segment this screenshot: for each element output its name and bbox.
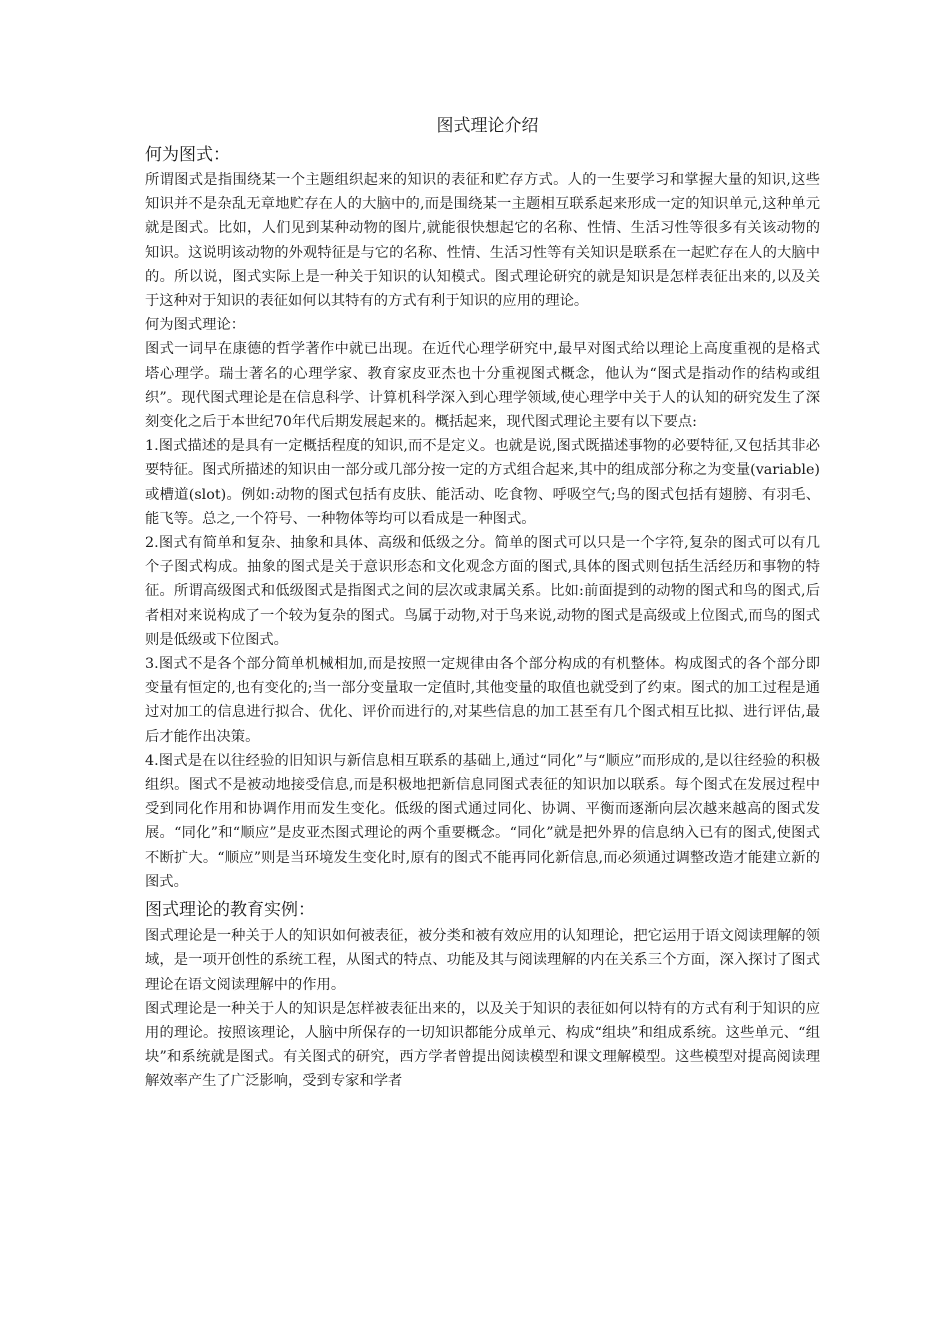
point-3: 3.图式不是各个部分简单机械相加,而是按照一定规律由各个部分构成的有机整体。构成图式的各个部分即变量有恒定的,也有变化的;当一部分变量取一定值时,其他变量的取值也就受到了约束。图式的加工过程是通过对加工的信息进行拟合、优化、评价而进行的,对某些信息的加工甚至有几个图式相互比拟、进行评估,最后才能作出决策。 — [145, 656, 820, 745]
document-title: 图式理论介绍 — [436, 116, 539, 136]
section-heading-education-examples: 图式理论的教育实例： — [145, 900, 315, 921]
point-4: 4.图式是在以往经验的旧知识与新信息相互联系的基础上,通过“同化”与“顺应”而形成的,是以往经验的积极组织。图式不是被动地接受信息,而是积极地把新信息同图式表征的知识加以联系。每个图式在发展过程中受到同化作用和协调作用而发生变化。低级的图式通过同化、协调、平衡而逐渐向层次越来越高的图式发展。“同化”和“顺应”是皮亚杰图式理论的两个重要概念。“同化”就是把外界的信息纳入已有的图式,使图式不断扩大。“顺应”则是当环境发生变化时,原有的图式不能再同化新信息,而必须通过调整改造才能建立新的图式。 — [145, 752, 820, 890]
paragraph-education-2: 图式理论是一种关于人的知识是怎样被表征出来的，以及关于知识的表征如何以特有的方式有利于知识的应用的理论。按照该理论，人脑中所保存的一切知识都能分成单元、构成“组块”和组成系统。这些单元、“组块”和系统就是图式。有关图式的研究，西方学者曾提出阅读模型和课文理解模型。这些模型对提高阅读理解效率产生了广泛影响，受到专家和学者 — [145, 1000, 820, 1090]
section-heading-what-is-schema: 何为图式： — [145, 145, 230, 165]
point-1: 1.图式描述的是具有一定概括程度的知识,而不是定义。也就是说,图式既描述事物的必要特征,又包括其非必要特征。图式所描述的知识由一部分或几部分按一定的方式组合起来,其中的组成部分称之为变量(variable)或槽道(slot)。例如:动物的图式包括有皮肤、能活动、吃食物、呼吸空气;鸟的图式包括有翅膀、有羽毛、能飞等。总之,一个符号、一种物体等均可以看成是一种图式。 — [145, 438, 820, 527]
paragraph-education-1: 图式理论是一种关于人的知识如何被表征，被分类和被有效应用的认知理论，把它运用于语文阅读理解的领域，是一项开创性的系统工程，从图式的特点、功能及其与阅读理解的内在关系三个方面，深入探讨了图式理论在语文阅读理解中的作用。 — [145, 928, 820, 993]
paragraph-schema-definition: 所谓图式是指围绕某一个主题组织起来的知识的表征和贮存方式。人的一生要学习和掌握大量的知识,这些知识并不是杂乱无章地贮存在人的大脑中的,而是围绕某一主题相互联系起来形成一定的知识单元,这种单元就是图式。比如，人们见到某种动物的图片,就能很快想起它的名称、性情、生活习性等很多有关该动物的知识。这说明该动物的外观特征是与它的名称、性情、生活习性等有关知识是联系在一起贮存在人的大脑中的。所以说，图式实际上是一种关于知识的认知模式。图式理论研究的就是知识是怎样表征出来的,以及关于这种对于知识的表征如何以其特有的方式有利于知识的应用的理论。 — [145, 172, 820, 310]
point-2: 2.图式有简单和复杂、抽象和具体、高级和低级之分。简单的图式可以只是一个字符,复杂的图式可以有几个子图式构成。抽象的图式是关于意识形态和文化观念方面的图式,具体的图式则包括生活经历和事物的特征。所谓高级图式和低级图式是指图式之间的层次或隶属关系。比如:前面提到的动物的图式和鸟的图式,后者相对来说构成了一个较为复杂的图式。鸟属于动物,对于鸟来说,动物的图式是高级或上位图式,而鸟的图式则是低级或下位图式。 — [145, 535, 820, 648]
document-page — [145, 112, 820, 1094]
paragraph-schema-theory-intro: 图式一词早在康德的哲学著作中就已出现。在近代心理学研究中,最早对图式给以理论上高度重视的是格式塔心理学。瑞士著名的心理学家、教育家皮亚杰也十分重视图式概念，他认为“图式是指动作的结构或组织”。现代图式理论是在信息科学、计算机科学深入到心理学领域,使心理学中关于人的认知的研究发生了深刻变化之后于本世纪70年代后期发展起来的。概括起来，现代图式理论主要有以下要点: — [145, 341, 820, 431]
section-heading-what-is-schema-theory: 何为图式理论： — [145, 317, 246, 334]
